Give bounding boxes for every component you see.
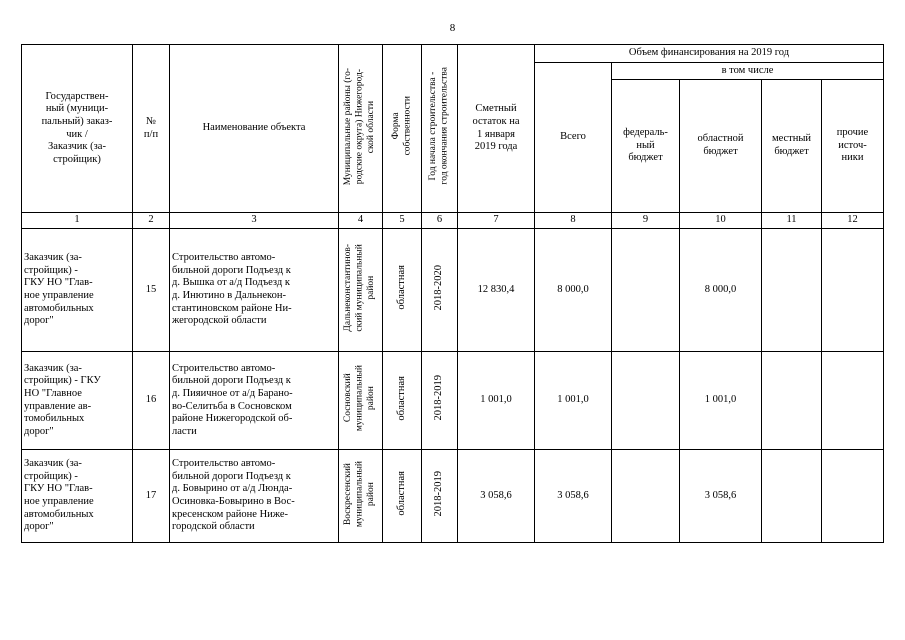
header-financing-title: Объем финансирования на 2019 год [535, 45, 884, 63]
column-number: 12 [822, 213, 884, 229]
header-years: Год начала строительства - год окончания строительства [422, 45, 458, 213]
column-number: 9 [612, 213, 680, 229]
header-local: местный бюджет [762, 80, 822, 213]
row-object: Строительство автомо- бильной дороги Подъезд к д. Пияичное от а/д Барано- во-Селитьба в Сосновском районе Нижегородской об- ласти [170, 352, 339, 450]
row-number: 17 [133, 450, 170, 543]
table-row [22, 352, 884, 450]
row-number: 15 [133, 229, 170, 352]
column-number: 4 [339, 213, 383, 229]
row-local [762, 229, 822, 352]
row-number: 16 [133, 352, 170, 450]
row-municipality: Дальнеконстантинов- ский муниципальный район [339, 229, 383, 352]
column-numbers-row [22, 213, 884, 229]
row-ownership: областная [383, 352, 422, 450]
row-customer: Заказчик (за- стройщик) - ГКУ НО "Глав- ное управление автомобильных дорог" [22, 229, 133, 352]
row-local [762, 450, 822, 543]
row-other [822, 229, 884, 352]
row-customer: Заказчик (за- стройщик) - ГКУ НО "Глав- ное управление автомобильных дорог" [22, 450, 133, 543]
row-federal [612, 450, 680, 543]
header-object-name: Наименование объекта [170, 45, 339, 213]
row-customer: Заказчик (за- стройщик) - ГКУ НО "Главное управление ав- томобильных дорог" [22, 352, 133, 450]
header-federal: федераль- ный бюджет [612, 80, 680, 213]
row-ownership: областная [383, 450, 422, 543]
row-municipality: Сосновский муниципальный район [339, 352, 383, 450]
column-number: 1 [22, 213, 133, 229]
table-row [22, 229, 884, 352]
row-local [762, 352, 822, 450]
header-total: Всего [535, 63, 612, 213]
financing-table [21, 44, 884, 543]
column-number: 8 [535, 213, 612, 229]
header-municipality: Муниципальные районы (го- родские округа) Нижегород- ской области [339, 45, 383, 213]
row-estimate: 3 058,6 [458, 450, 535, 543]
row-municipality: Воскресенский муниципальный район [339, 450, 383, 543]
header-customer: Государствен- ный (муници- пальный) заказ- чик / Заказчик (за- стройщик) [22, 45, 133, 213]
row-federal [612, 352, 680, 450]
row-total: 3 058,6 [535, 450, 612, 543]
header-regional: областной бюджет [680, 80, 762, 213]
header-including: в том числе [612, 63, 884, 80]
header-ownership: Форма собственности [383, 45, 422, 213]
row-other [822, 450, 884, 543]
column-number: 5 [383, 213, 422, 229]
row-years: 2018-2019 [422, 450, 458, 543]
row-other [822, 352, 884, 450]
header-estimate: Сметный остаток на 1 января 2019 года [458, 45, 535, 213]
row-total: 1 001,0 [535, 352, 612, 450]
column-number: 11 [762, 213, 822, 229]
table-row [22, 450, 884, 543]
column-number: 3 [170, 213, 339, 229]
header-num: № п/п [133, 45, 170, 213]
row-years: 2018-2019 [422, 352, 458, 450]
row-regional: 8 000,0 [680, 229, 762, 352]
column-number: 10 [680, 213, 762, 229]
row-years: 2018-2020 [422, 229, 458, 352]
row-regional: 3 058,6 [680, 450, 762, 543]
page-number: 8 [449, 22, 456, 34]
row-estimate: 12 830,4 [458, 229, 535, 352]
row-ownership: областная [383, 229, 422, 352]
row-object: Строительство автомо- бильной дороги Подъезд к д. Бовырино от а/д Люнда- Осиновка-Бовырино в Вос- кресенском районе Ниже- городской области [170, 450, 339, 543]
column-number: 6 [422, 213, 458, 229]
header-other: прочие источ- ники [822, 80, 884, 213]
row-estimate: 1 001,0 [458, 352, 535, 450]
row-total: 8 000,0 [535, 229, 612, 352]
column-number: 7 [458, 213, 535, 229]
row-object: Строительство автомо- бильной дороги Подъезд к д. Вышка от а/д Подъезд к д. Инютино в Дальнекон- стантиновском районе Ни- жегородской области [170, 229, 339, 352]
row-federal [612, 229, 680, 352]
row-regional: 1 001,0 [680, 352, 762, 450]
column-number: 2 [133, 213, 170, 229]
